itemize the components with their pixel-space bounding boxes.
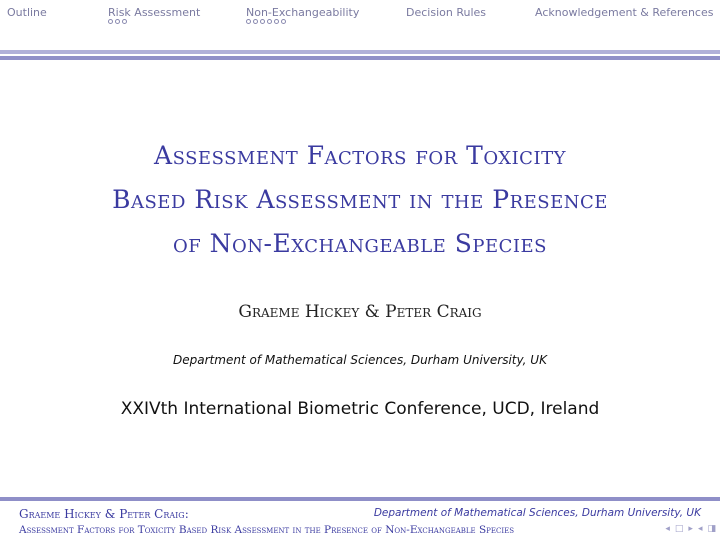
slide-dot[interactable] — [122, 19, 127, 24]
footer-department: Department of Mathematical Sciences, Durham University, UK — [373, 507, 701, 519]
nav-item-acknowledgement-references[interactable]: Acknowledgement & References — [535, 6, 714, 19]
slide-dot[interactable] — [246, 19, 251, 24]
prev-slide-icon[interactable]: ◂ — [665, 524, 670, 534]
next-slide-icon[interactable]: ▸ — [688, 524, 693, 534]
beamer-navigation-controls — [665, 524, 716, 534]
navigation-bar — [0, 0, 720, 46]
nav-item-non-exchangeability[interactable]: Non-Exchangeability — [246, 6, 360, 19]
slide-dot[interactable] — [253, 19, 258, 24]
slide-dot[interactable] — [108, 19, 113, 24]
title-line: of Non-Exchangeable Species — [172, 229, 547, 258]
footer-title: Assessment Factors for Toxicity Based Risk Assessment in the Presence of Non-Exchangeable Species — [19, 524, 515, 536]
slide-dot[interactable] — [115, 19, 120, 24]
footer-authors: Graeme Hickey & Peter Craig: — [19, 507, 189, 521]
risk-assessment-progress-dots — [108, 19, 127, 24]
slide-dot[interactable] — [274, 19, 279, 24]
prev-section-icon[interactable]: ◂ — [697, 524, 703, 534]
footer-rule — [0, 497, 720, 501]
slide-department: Department of Mathematical Sciences, Durham University, UK — [173, 353, 547, 367]
slide-dot[interactable] — [281, 19, 286, 24]
zoom-icon[interactable]: ◨ — [707, 524, 716, 534]
frame-icon[interactable]: □ — [674, 524, 684, 534]
slide-dot[interactable] — [267, 19, 272, 24]
slide-title — [0, 134, 720, 266]
title-line: Assessment Factors for Toxicity — [154, 141, 566, 170]
header-rule — [0, 50, 720, 54]
footer-bar — [0, 497, 720, 541]
nav-item-outline[interactable]: Outline — [7, 6, 47, 19]
non-exchangeability-progress-dots — [246, 19, 286, 24]
slide-conference: XXIVth International Biometric Conference, UCD, Ireland — [120, 399, 600, 419]
title-line: Based Risk Assessment in the Presence — [112, 185, 608, 214]
nav-item-decision-rules[interactable]: Decision Rules — [406, 6, 487, 19]
slide-authors: Graeme Hickey & Peter Craig — [238, 302, 482, 322]
slide-dot[interactable] — [260, 19, 265, 24]
header-band — [0, 56, 720, 60]
nav-item-risk-assessment[interactable]: Risk Assessment — [108, 6, 201, 19]
